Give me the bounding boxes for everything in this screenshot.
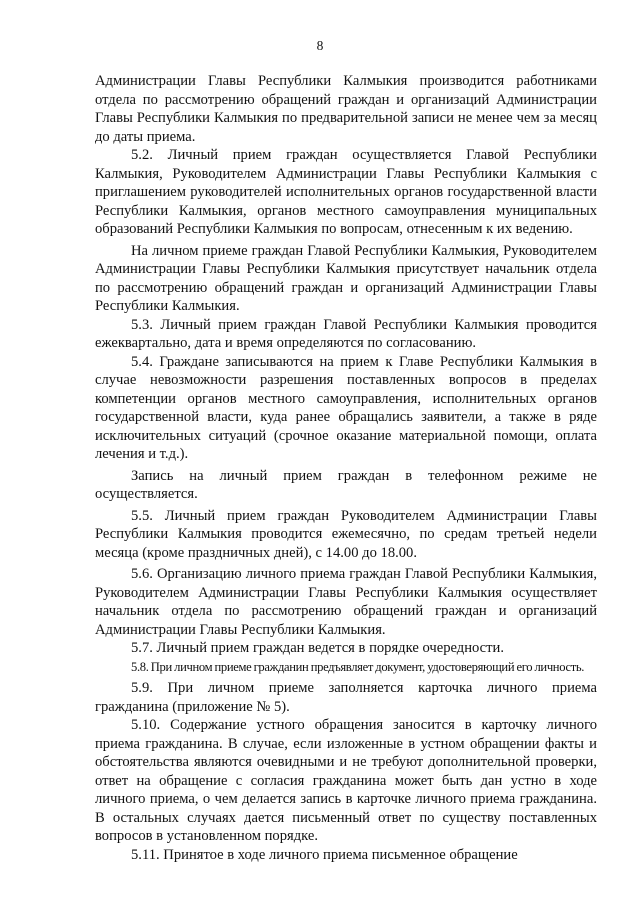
paragraph-5-4-phone: Запись на личный прием граждан в телефонном режиме не осуществляется. — [95, 467, 597, 502]
paragraph-5-2-attendance: На личном приеме граждан Главой Республики Калмыкия, Руководителем Администрации Главы Республики Калмыкия присутствует начальник отдела по рассмотрению обращений граждан и организаций Администрации Главы Республики Калмыкия. — [95, 242, 597, 314]
paragraph-5-6: 5.6. Организацию личного приема граждан Главой Республики Калмыкия, Руководителем Администрации Главы Республики Калмыкия осуществляет начальник отдела по рассмотрению обращений граждан и организаций Администрации Главы Республики Калмыкия. — [95, 566, 597, 638]
paragraph-5-2: 5.2. Личный прием граждан осуществляется Главой Республики Калмыкия, Руководителем Администрации Главы Республики Калмыкия с приглашением руководителей исполнительных органов государственной власти Республики Калмыкия, органов местного самоуправления муниципальных образований Республики Калмыкия по вопросам, отнесенным к их ведению. — [95, 147, 597, 237]
paragraph-5-8: 5.8. При личном приеме гражданин предъявляет документ, удостоверяющий его личность. — [131, 659, 585, 674]
paragraph-5-9: 5.9. При личном приеме заполняется карточка личного приема гражданина (приложение № 5). — [95, 680, 597, 715]
paragraph-5-5: 5.5. Личный прием граждан Руководителем Администрации Главы Республики Калмыкия проводится ежемесячно, по средам третьей недели месяца (кроме праздничных дней), с 14.00 до 18.00. — [95, 507, 597, 561]
paragraph-5-11: 5.11. Принятое в ходе личного приема письменное обращение — [131, 846, 518, 863]
paragraph-5-7: 5.7. Личный прием граждан ведется в порядке очередности. — [131, 640, 504, 656]
paragraph-continuation: Администрации Главы Республики Калмыкия производится работниками отдела по рассмотрению обращений граждан и организаций Администрации Главы Республики Калмыкия по предварительной записи не менее чем за месяц до даты приема. — [95, 73, 597, 145]
paragraph-5-4: 5.4. Граждане записываются на прием к Главе Республики Калмыкия в случае невозможности разрешения поставленных вопросов в пределах компетенции органов местного самоуправления, исполнительных органов государственной власти, куда ранее обращались заявители, а также в ряде исключительных ситуаций (срочное оказание материальной помощи, оплата лечения и т.д.). — [95, 353, 597, 462]
paragraph-5-10: 5.10. Содержание устного обращения заносится в карточку личного приема гражданина. В случае, если изложенные в устном обращении факты и обстоятельства являются очевидными и не требуют дополнительной проверки, ответ на обращение с согласия гражданина может быть дан устно в ходе личного приема, о чем делается запись в карточке личного приема гражданина. В остальных случаях дается письменный ответ по существу поставленных вопросов в установленном порядке. — [95, 717, 597, 844]
paragraph-5-3: 5.3. Личный прием граждан Главой Республики Калмыкия проводится ежеквартально, дата и время определяются по согласованию. — [95, 316, 597, 351]
page-number: 8 — [316, 38, 324, 53]
document-body — [95, 72, 597, 864]
